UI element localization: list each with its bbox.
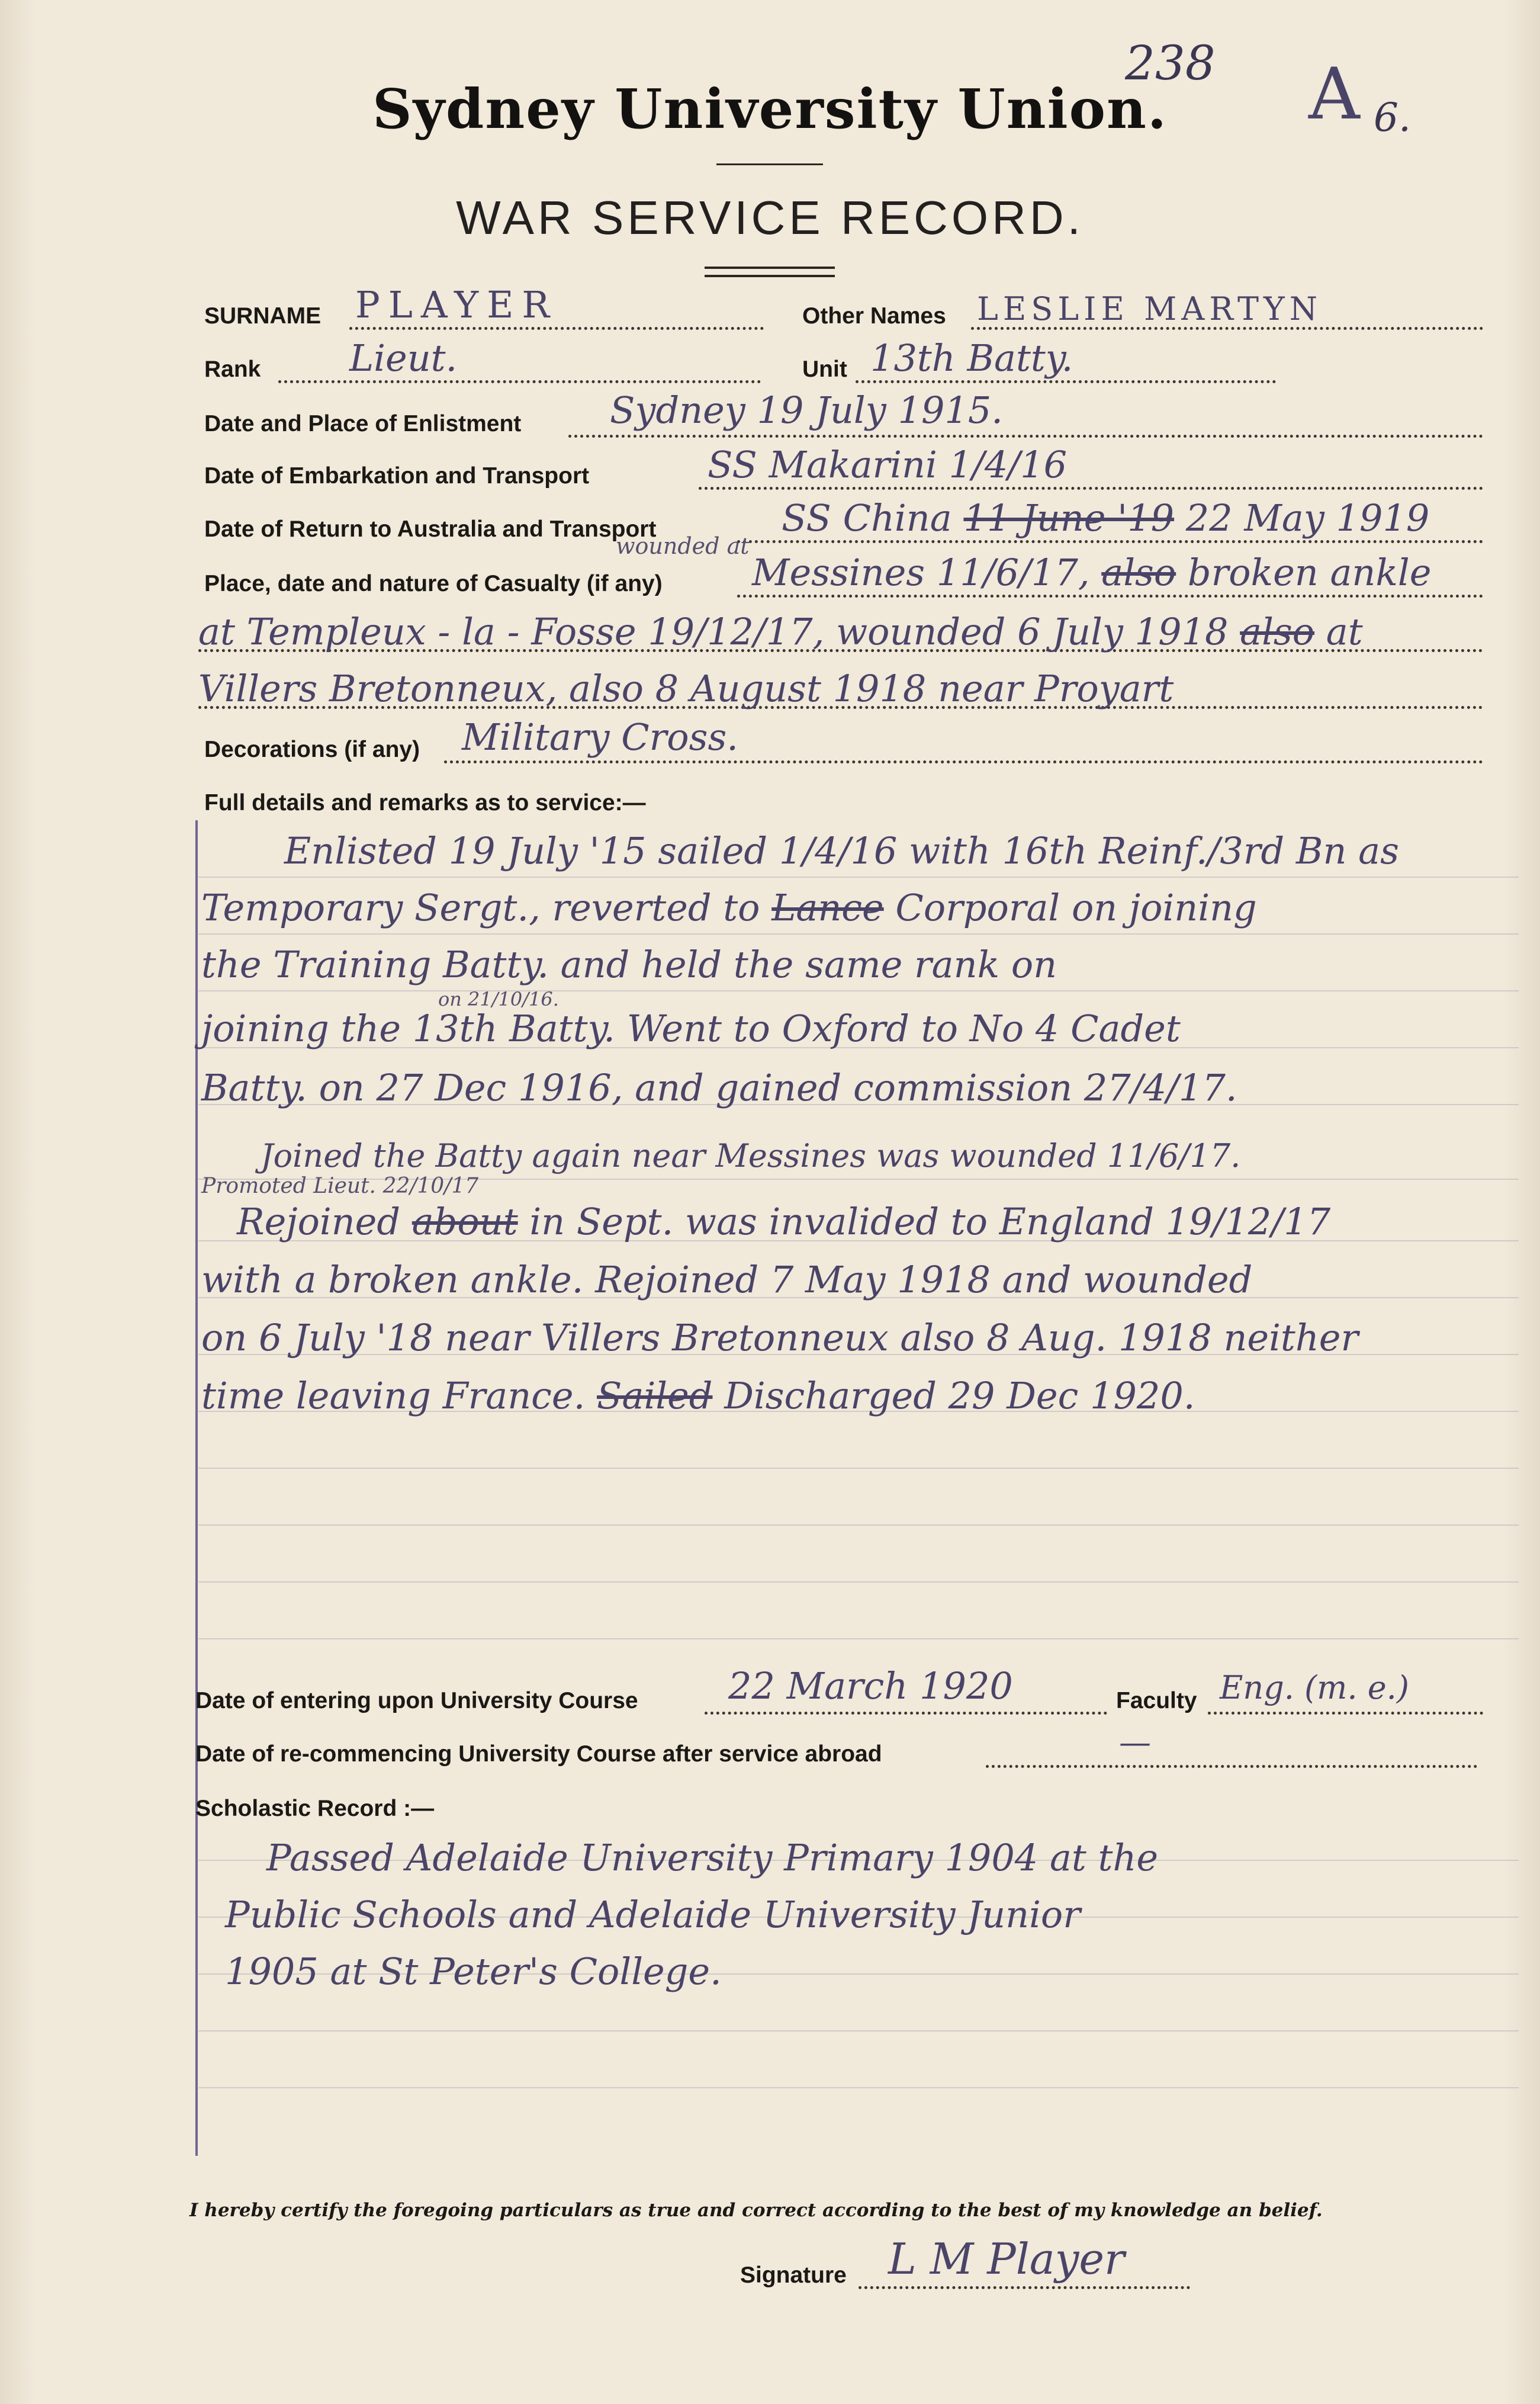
remarks-line-2 (201, 886, 1257, 929)
remarks-margin-line (195, 820, 198, 2156)
remarks-line-10b: Discharged 29 Dec 1920. (724, 1374, 1195, 1417)
reference-mark: A (1308, 53, 1360, 136)
scholastic-label: Scholastic Record :— (195, 1796, 435, 1821)
embarkation-dots (699, 487, 1483, 490)
entering-label: Date of entering upon University Course (195, 1688, 638, 1713)
remarks-line-10-struck: Sailed (597, 1374, 713, 1417)
recommencing-value: — (1119, 1723, 1151, 1761)
remarks-rule-11 (198, 1468, 1519, 1469)
casualty-line-1-struck: also (1101, 551, 1176, 594)
casualty-line-1 (752, 551, 1431, 594)
return-struck: 11 June '19 (963, 496, 1175, 540)
form-title: WAR SERVICE RECORD. (456, 191, 1084, 244)
entering-dots (705, 1712, 1107, 1715)
certification-text: I hereby certify the foregoing particulars as true and correct according to the best of my knowledge an belief. (189, 2200, 1323, 2221)
enlistment-dots (568, 435, 1483, 438)
surname-value: PLAYER (355, 283, 558, 326)
remarks-line-7a: Rejoined (237, 1200, 401, 1243)
scholastic-line-1: Passed Adelaide University Primary 1904 at the (266, 1836, 1159, 1879)
remarks-line-10a: time leaving France. (201, 1374, 586, 1417)
casualty-line-1-end: broken ankle (1187, 551, 1432, 594)
embarkation-value: SS Makarini 1/4/16 (708, 443, 1068, 486)
remarks-line-2b: Corporal on joining (895, 886, 1257, 929)
enlistment-value: Sydney 19 July 1915. (610, 389, 1003, 432)
title-rule (716, 163, 823, 165)
organisation-title: Sydney University Union. (372, 77, 1168, 141)
remarks-line-4-insert: on 21/10/16. (438, 988, 559, 1010)
embarkation-label: Date of Embarkation and Transport (204, 463, 590, 489)
surname-label: SURNAME (204, 303, 321, 329)
remarks-line-6: Joined the Batty again near Messines was wounded 11/6/17. (261, 1137, 1241, 1174)
casualty-label: Place, date and nature of Casualty (if any) (204, 571, 663, 596)
remarks-line-7-struck: about (411, 1200, 518, 1243)
remarks-rule-14 (198, 1638, 1519, 1639)
decorations-label: Decorations (if any) (204, 737, 420, 762)
return-date: 22 May 1919 (1185, 496, 1430, 540)
casualty-line-1-text: Messines 11/6/17, (752, 551, 1090, 594)
decorations-value: Military Cross. (462, 715, 738, 759)
rank-dots (278, 380, 761, 383)
remarks-line-7-insert: Promoted Lieut. 22/10/17 (201, 1174, 479, 1198)
return-dots (737, 540, 1483, 543)
casualty-dots-1 (737, 595, 1483, 598)
surname-dots (349, 327, 764, 330)
remarks-rule-3 (198, 990, 1519, 991)
rank-value: Lieut. (349, 336, 458, 380)
scholastic-line-3: 1905 at St Peter's College. (225, 1950, 722, 1993)
faculty-value: Eng. (m. e.) (1220, 1669, 1409, 1706)
remarks-rule-12 (198, 1524, 1519, 1526)
casualty-line-2-struck: also (1240, 610, 1315, 653)
remarks-rule-18 (198, 2030, 1519, 2031)
decorations-dots (444, 760, 1483, 763)
entering-value: 22 March 1920 (728, 1664, 1013, 1707)
casualty-line-2 (198, 610, 1363, 653)
signature-dots (859, 2286, 1190, 2289)
remarks-line-5: Batty. on 27 Dec 1916, and gained commission 27/4/17. (201, 1066, 1237, 1109)
other-names-label: Other Names (802, 303, 946, 329)
remarks-line-8: with a broken ankle. Rejoined 7 May 1918 and wounded (201, 1258, 1253, 1301)
faculty-dots (1208, 1712, 1483, 1715)
signature-value: L M Player (888, 2234, 1125, 2284)
unit-value: 13th Batty. (870, 336, 1073, 380)
unit-label: Unit (802, 357, 847, 382)
remarks-line-3: the Training Batty. and held the same rank on (201, 943, 1057, 986)
casualty-insert: wounded at (616, 533, 750, 559)
return-ship: SS China (782, 496, 952, 540)
remarks-rule-19 (198, 2087, 1519, 2088)
enlistment-label: Date and Place of Enlistment (204, 411, 522, 436)
faculty-label: Faculty (1116, 1688, 1197, 1713)
return-label: Date of Return to Australia and Transport (204, 516, 657, 542)
remarks-label: Full details and remarks as to service:— (204, 790, 646, 816)
reference-suffix: 6. (1374, 95, 1411, 140)
other-names-value: LESLIE MARTYN (977, 290, 1322, 328)
remarks-line-9: on 6 July '18 near Villers Bretonneux also 8 Aug. 1918 neither (201, 1316, 1359, 1359)
casualty-line-2-text: at Templeux - la - Fosse 19/12/17, wounded 6 July 1918 (198, 610, 1229, 653)
remarks-line-2-struck: Lance (771, 886, 884, 929)
casualty-line-2-end: at (1326, 610, 1363, 653)
remarks-line-2a: Temporary Sergt., reverted to (201, 886, 760, 929)
remarks-line-7 (237, 1200, 1330, 1243)
remarks-rule-13 (198, 1581, 1519, 1583)
remarks-rule-1 (198, 877, 1519, 878)
remarks-line-10 (201, 1374, 1195, 1417)
unit-dots (856, 380, 1276, 383)
subtitle-rule-2 (705, 275, 835, 277)
rank-label: Rank (204, 357, 261, 382)
remarks-line-4: joining the 13th Batty. Went to Oxford to No 4 Cadet (201, 1007, 1181, 1050)
casualty-line-3: Villers Bretonneux, also 8 August 1918 near Proyart (198, 667, 1174, 710)
subtitle-rule-1 (705, 267, 835, 269)
remarks-rule-2 (198, 933, 1519, 935)
recommencing-label: Date of re-commencing University Course after service abroad (195, 1741, 882, 1767)
signature-label: Signature (740, 2262, 847, 2288)
recommencing-dots (986, 1765, 1477, 1768)
remarks-line-1: Enlisted 19 July '15 sailed 1/4/16 with 16th Reinf./3rd Bn as (284, 829, 1399, 872)
remarks-line-7b: in Sept. was invalided to England 19/12/17 (529, 1200, 1331, 1243)
scholastic-line-2: Public Schools and Adelaide University Junior (225, 1893, 1081, 1936)
reference-number: 238 (1125, 36, 1216, 91)
return-value (782, 496, 1429, 540)
